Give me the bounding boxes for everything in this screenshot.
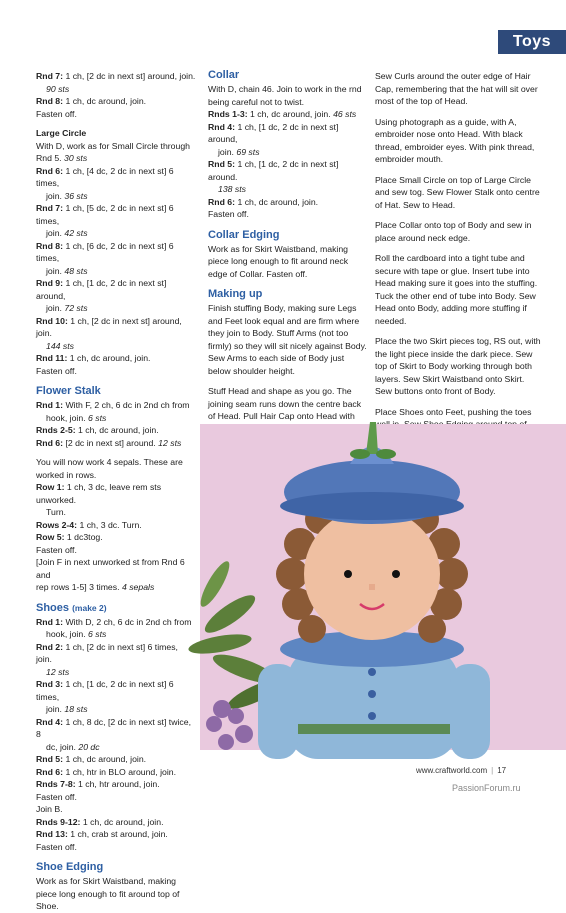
stitch-count: 69 sts (236, 146, 260, 157)
watermark: PassionForum.ru (452, 783, 521, 793)
instruction-text: 1 ch, [2 dc in next st] around, join. (63, 71, 196, 81)
instruction-text: join. (46, 228, 65, 238)
stitch-count: 4 sepals (121, 582, 155, 592)
instruction-line (36, 152, 196, 165)
instruction-text: Fasten off. (36, 365, 77, 376)
instruction-text: [2 dc in next st] around. (63, 437, 159, 448)
making-up-para-5: Place Small Circle on top of Large Circle and sew tog. Sew Flower Stalk onto centre of Hat. Sew to Head. (375, 174, 540, 210)
instruction-text: With D, work as for Small Circle through (36, 140, 191, 151)
flower-stalk-heading: Flower Stalk (36, 385, 101, 397)
instruction-label: Rnd 5: (36, 754, 64, 764)
instruction-text: 1 ch, dc around, join. (63, 754, 147, 764)
stitch-count: 18 sts (64, 704, 88, 714)
instruction-text: being careful not to twist. (208, 96, 305, 107)
instruction-text: 1 ch, dc around, join. (63, 96, 147, 106)
instruction-line (36, 828, 196, 841)
instruction-line (36, 666, 196, 679)
instruction-label: Rnd 1: (36, 400, 64, 410)
instruction-line (36, 741, 196, 754)
making-up-para-8: Place the two Skirt pieces tog, RS out, with the light piece inside the dark piece. Sew top of Skirt to Body working through both layers. Sew Skirt Waistband onto Skirt. Sew buttons onto front of Body. (375, 336, 541, 396)
instruction-text: Turn. (46, 507, 66, 517)
instruction-line (36, 352, 196, 365)
doll-eye-left (344, 570, 352, 578)
shoe-edging-heading: Shoe Edging (36, 861, 104, 873)
instruction-text: 1 ch, 3 dc. Turn. (77, 519, 142, 530)
instruction-line (36, 716, 196, 741)
instruction-line (208, 183, 368, 196)
stitch-count: 46 sts (333, 109, 357, 119)
instruction-line (36, 753, 196, 766)
instruction-text: 1 ch, [1 dc, 2 dc in next st] around, (208, 121, 339, 144)
instruction-label: Rnd 8: (36, 240, 64, 251)
instruction-line (208, 83, 368, 96)
instruction-text: join. (218, 146, 237, 157)
instruction-line (36, 240, 196, 265)
instruction-text: dc, join. (46, 741, 79, 752)
doll-arm-right (450, 664, 490, 759)
stitch-count: 20 dc (78, 741, 100, 752)
column-2 (208, 70, 368, 481)
instruction-line (36, 70, 196, 83)
instruction-label: Rnd 4: (208, 121, 236, 132)
final-instruction: Place Shoes onto Feet, pushing the toes (375, 406, 532, 417)
instruction-line (36, 506, 196, 519)
instruction-line (36, 641, 196, 666)
doll-nose (369, 584, 375, 590)
instruction-label: Rnd 4: (36, 716, 64, 727)
instruction-line (36, 365, 196, 378)
instruction-line (36, 227, 196, 240)
instruction-text: rep rows 1-5] 3 times. (36, 582, 122, 592)
instruction-line (36, 108, 196, 121)
instruction-line (36, 519, 196, 532)
instruction-label: Rnd 6: (36, 437, 64, 448)
instruction-text: 1 ch, dc around, join. (75, 425, 159, 435)
instruction-line (36, 678, 196, 703)
instruction-text: 1 ch, dc around, join. (247, 109, 334, 119)
instruction-text: 1 dc3tog. (64, 532, 103, 542)
doll-arm-left (258, 664, 298, 759)
instruction-line (36, 95, 196, 108)
instruction-line (36, 791, 196, 804)
instruction-text: Fasten off. (36, 108, 77, 119)
instruction-line (36, 424, 196, 437)
column-1 (36, 70, 196, 913)
small-circle-end-block (36, 70, 196, 120)
stitch-count: 12 sts (158, 437, 182, 448)
instruction-line (36, 816, 196, 829)
instruction-line (36, 399, 196, 412)
making-up-para-6: Place Collar onto top of Body and sew in place around neck edge. (375, 220, 532, 243)
stitch-count: 144 sts (46, 340, 75, 351)
sepals-intro: You will now work 4 sepals. These are worked in rows. (36, 457, 183, 480)
instruction-text: 1 ch, dc around, join. (67, 353, 151, 363)
instruction-line (36, 803, 196, 816)
instruction-text: Fasten off. (36, 841, 77, 852)
instruction-label: Rnd 6: (36, 165, 64, 176)
making-up-para-3: Sew Curls around the outer edge of Hair Cap, remembering that the hat will sit over most of the top of Head. (375, 71, 538, 106)
collar-edging-text: Work as for Skirt Waistband, making piece long enough to fit around neck edge of Collar. Fasten off. (208, 243, 349, 279)
instruction-line (36, 140, 196, 153)
instruction-label: Rnd 5: (208, 159, 236, 169)
instruction-line (36, 277, 196, 302)
instruction-label: Rnd 9: (36, 278, 64, 288)
instruction-line (208, 158, 368, 183)
instruction-line (208, 108, 368, 121)
instruction-text: join. (46, 190, 65, 201)
doll-photo (200, 424, 566, 750)
instruction-line (36, 302, 196, 315)
instruction-line (208, 96, 368, 109)
instruction-line (36, 531, 196, 544)
instruction-label: Rnd 7: (36, 203, 64, 213)
instruction-text: Rnd 5. (36, 153, 65, 163)
instruction-label: Rnd 11: (36, 353, 68, 363)
instruction-text: hook, join. (46, 412, 89, 423)
instruction-label: Rnd 10: (36, 315, 68, 326)
instruction-label: Rnds 2-5: (36, 425, 76, 435)
footer-site: www.craftworld.com (416, 766, 488, 775)
instruction-label: Rnd 8: (36, 96, 64, 106)
instruction-line (208, 121, 368, 146)
instruction-text: 1 ch, [4 dc, 2 dc in next st] 6 times, (36, 165, 174, 188)
stitch-count: 90 sts (46, 83, 70, 94)
instruction-text: With D, 2 ch, 6 dc in 2nd ch from (63, 616, 192, 627)
instruction-text: 1 ch, [1 dc, 2 dc in next st] around, (36, 278, 167, 301)
instruction-line (36, 165, 196, 190)
instruction-text: 1 ch, dc around, join. (80, 816, 164, 827)
instruction-text: With F, 2 ch, 6 dc in 2nd ch from (63, 400, 190, 410)
instruction-line (36, 265, 196, 278)
instruction-line (36, 437, 196, 450)
column-3 (375, 70, 543, 451)
shoes-heading (36, 601, 196, 615)
instruction-line (36, 202, 196, 227)
instruction-label: Rnd 13: (36, 829, 68, 839)
instruction-line (208, 208, 368, 221)
making-up-para-1: Finish stuffing Body, making sure Legs and Feet look equal and are firm where they join to Body. Stuff Arms (not too firmly) so they will sit nicely against Body. Sew Arms to each side of Body just below shoulder height. (208, 303, 367, 376)
instruction-text: 1 ch, [5 dc, 2 dc in next st] 6 times, (36, 203, 174, 226)
making-up-heading: Making up (208, 288, 263, 300)
instruction-line (36, 778, 196, 791)
instruction-text: hook, join. (46, 629, 89, 639)
instruction-label: Rnd 6: (36, 766, 64, 777)
instruction-text: 1 ch, htr around, join. (75, 779, 160, 789)
stitch-count: 48 sts (64, 265, 88, 276)
collar-heading: Collar (208, 69, 240, 81)
instruction-text: 1 ch, 3 dc, leave rem sts unworked. (36, 482, 162, 505)
instruction-line (208, 196, 368, 209)
instruction-text: 1 ch, [2 dc in next st] 6 times, join. (36, 641, 178, 664)
page-number: 17 (497, 766, 507, 775)
instruction-text: 1 ch, [2 dc in next st] around, join. (36, 315, 182, 338)
stitch-count: 36 sts (64, 190, 88, 201)
doll-face (304, 508, 440, 640)
large-circle-heading: Large Circle (36, 128, 87, 138)
making-up-para-2: Stuff Head and shape as you go. The joining seam runs down the centre back of Head. Pull Hair Cap onto Head with (208, 386, 362, 421)
stitch-count: 6 sts (88, 412, 107, 423)
making-up-para-4: Using photograph as a guide, with A, embroider nose onto Head. With black thread, embroider eyes. With pink thread, embroider mouth. (375, 116, 535, 164)
instruction-line (36, 581, 196, 594)
section-tab: Toys (498, 30, 566, 54)
flower-stalk-block (36, 399, 196, 449)
instruction-line (36, 83, 196, 96)
instruction-text: Join B. (36, 804, 63, 814)
instruction-text: join. (46, 303, 65, 313)
instruction-label: Rows 2-4: (36, 519, 78, 530)
stitch-count: 30 sts (64, 153, 88, 163)
instruction-label: Rnds 1-3: (208, 109, 248, 119)
instruction-line (36, 315, 196, 340)
instruction-label: Rnd 3: (36, 679, 64, 689)
doll-eye-right (392, 570, 400, 578)
instruction-text: join. (46, 704, 65, 714)
instruction-line (36, 544, 196, 557)
instruction-line (208, 146, 368, 159)
instruction-text: Fasten off. (36, 544, 77, 555)
instruction-line (36, 340, 196, 353)
instruction-text: 1 ch, [1 dc, 2 dc in next st] around. (208, 159, 339, 182)
instruction-line (36, 703, 196, 716)
stitch-count: 72 sts (64, 303, 88, 313)
stitch-count: 6 sts (88, 629, 107, 639)
shoes-subtitle: (make 2) (72, 602, 107, 613)
instruction-label: Rnd 6: (208, 196, 236, 207)
instruction-text: [Join F in next unworked st from Rnd 6 and (36, 557, 185, 580)
instruction-line (36, 616, 196, 629)
instruction-text: 1 ch, 8 dc, [2 dc in next st] twice, 8 (36, 716, 191, 739)
stitch-count: 138 sts (218, 184, 247, 194)
shoes-title: Shoes (36, 601, 70, 614)
page-footer: www.craftworld.com | 17 (416, 766, 507, 775)
instruction-line (36, 556, 196, 581)
collar-block (208, 83, 368, 221)
doll-illustration (200, 424, 566, 750)
instruction-label: Rnds 7-8: (36, 779, 76, 789)
instruction-label: Row 5: (36, 532, 65, 542)
stitch-count: 42 sts (64, 228, 88, 238)
large-circle-block (36, 140, 196, 378)
stitch-count: 12 sts (46, 666, 70, 677)
instruction-label: Rnds 9-12: (36, 816, 81, 827)
instruction-text: 1 ch, [6 dc, 2 dc in next st] 6 times, (36, 240, 174, 263)
instruction-text: Fasten off. (36, 791, 77, 802)
instruction-line (36, 766, 196, 779)
instruction-text: 1 ch, dc around, join. (235, 196, 319, 207)
collar-edging-heading: Collar Edging (208, 228, 280, 241)
instruction-line (36, 841, 196, 854)
instruction-text: 1 ch, [1 dc, 2 dc in next st] 6 times, (36, 679, 174, 702)
instruction-line (36, 412, 196, 425)
shoe-edging-text: Work as for Skirt Waistband, making piece long enough to fit around top of Shoe. (36, 876, 180, 911)
making-up-para-7: Roll the cardboard into a tight tube and secure with tape or glue. Insert tube into Head making sure it goes into the stuffing. Tuck the other end of tube into Body. Sew Head onto Body, adding more stuffing if needed. (375, 253, 538, 326)
instruction-line (36, 190, 196, 203)
shoes-block (36, 616, 196, 854)
instruction-text: 1 ch, crab st around, join. (67, 829, 168, 839)
instruction-label: Row 1: (36, 482, 65, 492)
instruction-label: Rnd 2: (36, 641, 64, 652)
instruction-text: With D, chain 46. Join to work in the rnd (208, 84, 362, 94)
instruction-text: join. (46, 265, 65, 276)
instruction-text: 1 ch, htr in BLO around, join. (63, 766, 177, 777)
instruction-line (36, 481, 196, 506)
instruction-line (36, 628, 196, 641)
instruction-label: Rnd 7: (36, 71, 64, 81)
sepals-block (36, 481, 196, 594)
instruction-text: Fasten off. (208, 209, 249, 219)
instruction-label: Rnd 1: (36, 616, 64, 627)
